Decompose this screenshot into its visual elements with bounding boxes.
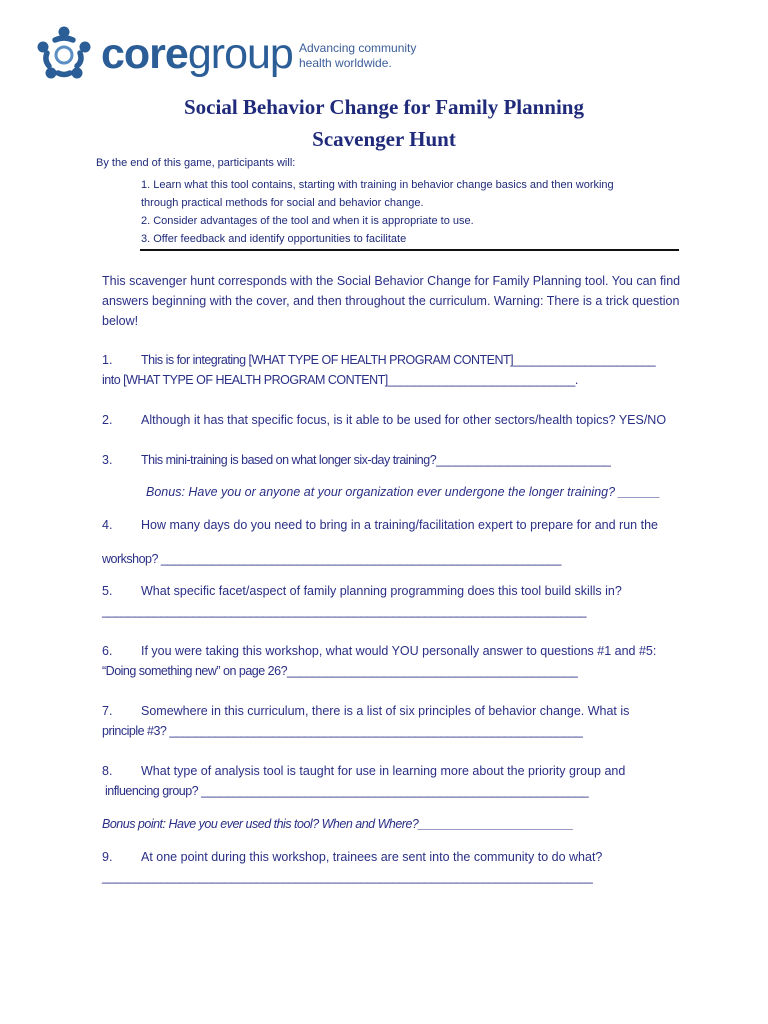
people-circle-logo-icon [33, 23, 95, 85]
question-number: 2. [102, 413, 113, 427]
question-number: 1. [102, 353, 113, 367]
objectives-intro: By the end of this game, participants will: [96, 157, 296, 169]
question-7 [102, 701, 682, 741]
question-number: 8. [102, 764, 113, 778]
answer-line: ___________________________________________________________________________ [102, 604, 586, 618]
question-continuation: principle #3? ________________________________________________________________ [102, 724, 583, 738]
question-number: 3. [102, 453, 113, 467]
logo-tagline [299, 41, 439, 71]
objective-item: through practical methods for social and behavior change. [141, 197, 424, 209]
question-4 [102, 515, 682, 535]
question-continuation: influencing group? ____________________________________________________________ [102, 784, 589, 798]
question-6 [102, 641, 682, 681]
question-text: What type of analysis tool is taught for use in learning more about the priority group and [141, 764, 626, 778]
question-number: 4. [102, 518, 113, 532]
question-continuation: “Doing something new” on page 26?_____________________________________________ [102, 664, 578, 678]
objective-item: 2. Consider advantages of the tool and when it is appropriate to use. [141, 215, 474, 227]
question-number: 9. [102, 850, 113, 864]
intro-paragraph: This scavenger hunt corresponds with the Social Behavior Change for Family Planning tool. You can find answers beginning with the cover, and then throughout the curriculum. Warning: There is a trick question below! [102, 274, 681, 328]
objectives-list [141, 176, 661, 248]
question-5 [102, 581, 682, 621]
objective-item: 1. Learn what this tool contains, starting with training in behavior change basics and then working [141, 179, 614, 191]
question-text: Somewhere in this curriculum, there is a list of six principles of behavior change. What is [141, 704, 630, 718]
question-8 [102, 761, 682, 801]
section-divider [140, 249, 679, 251]
question-text: How many days do you need to bring in a training/facilitation expert to prepare for and run the [141, 518, 658, 532]
question-number: 6. [102, 644, 113, 658]
logo-group-text: group [187, 29, 293, 78]
core-group-logo [33, 22, 293, 86]
question-3 [102, 450, 682, 470]
question-number: 7. [102, 704, 113, 718]
objective-item: 3. Offer feedback and identify opportunities to facilitate [141, 233, 407, 245]
question-2 [102, 410, 682, 430]
question-number: 5. [102, 584, 113, 598]
question-3-bonus: Bonus: Have you or anyone at your organization ever undergone the longer training? ______ [146, 485, 661, 499]
page-title: Social Behavior Change for Family Planning [183, 95, 584, 119]
logo-wordmark [101, 29, 293, 78]
page-subtitle: Scavenger Hunt [312, 127, 456, 151]
answer-line: ____________________________________________________________________________ [102, 870, 593, 884]
question-text: Although it has that specific focus, is it able to be used for other sectors/health topics? YES/NO [141, 413, 667, 427]
question-1 [102, 350, 682, 390]
tagline-line-1: Advancing community [299, 41, 417, 55]
question-8-bonus: Bonus point: Have you ever used this tool? When and Where?________________________ [102, 817, 574, 831]
tagline-line-2: health worldwide. [299, 56, 392, 70]
question-9 [102, 847, 682, 887]
question-4-continuation: workshop? ______________________________________________________________ [102, 552, 561, 566]
question-text: If you were taking this workshop, what would YOU personally answer to questions #1 and #5: [141, 644, 657, 658]
question-text: At one point during this workshop, trainees are sent into the community to do what? [141, 850, 603, 864]
logo-core-text: core [101, 29, 188, 78]
question-text: What specific facet/aspect of family planning programming does this tool build skills in? [141, 584, 622, 598]
question-text: This mini-training is based on what longer six-day training?___________________________ [141, 453, 611, 467]
question-continuation: into [WHAT TYPE OF HEALTH PROGRAM CONTENT]_____________________________. [102, 373, 578, 387]
question-text: This is for integrating [WHAT TYPE OF HEALTH PROGRAM CONTENT]______________________ [141, 353, 656, 367]
